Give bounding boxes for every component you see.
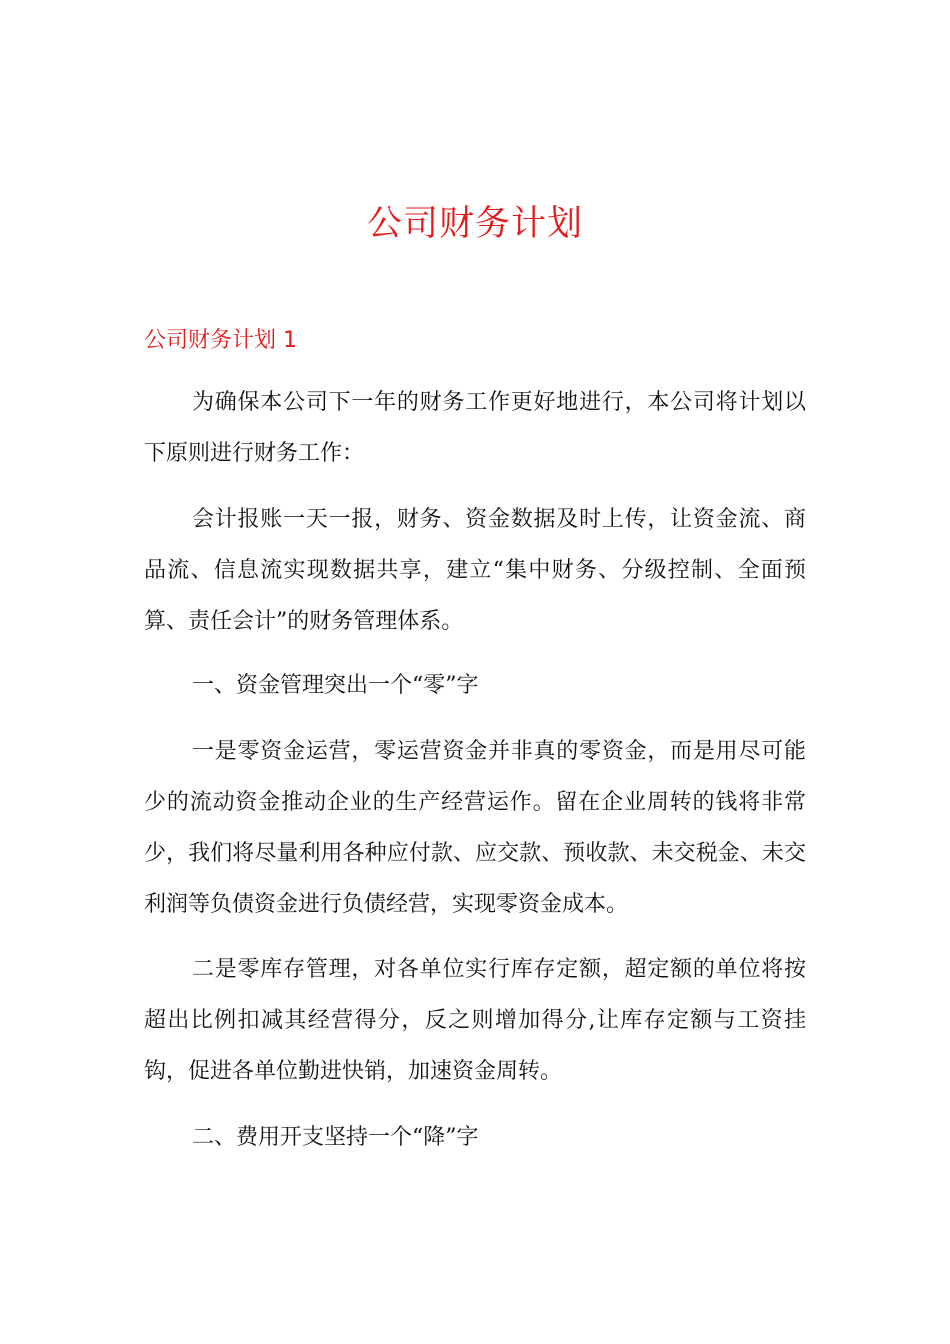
paragraph-zero-capital: 一是零资金运营，零运营资金并非真的零资金，而是用尽可能少的流动资金推动企业的生产经营运作。留在企业周转的钱将非常少，我们将尽量利用各种应付款、应交款、预收款、未交税金、未交利润等负债资金进行负债经营，实现零资金成本。 — [144, 739, 806, 917]
paragraph-zero-inventory: 二是零库存管理，对各单位实行库存定额，超定额的单位将按超出比例扣减其经营得分，反之则增加得分,让库存定额与工资挂钩，促进各单位勤进快销，加速资金周转。 — [144, 957, 806, 1084]
subheading-expense-reduction: 二、费用开支坚持一个“降”字 — [192, 1125, 479, 1150]
paragraph-accounting: 会计报账一天一报，财务、资金数据及时上传，让资金流、商品流、信息流实现数据共享，建立“集中财务、分级控制、全面预算、责任会计”的财务管理体系。 — [144, 507, 806, 634]
paragraph-intro: 为确保本公司下一年的财务工作更好地进行，本公司将计划以下原则进行财务工作： — [144, 390, 806, 466]
section-heading: 公司财务计划 1 — [144, 328, 297, 353]
subheading-capital-management: 一、资金管理突出一个“零”字 — [192, 673, 479, 698]
document-title: 公司财务计划 — [366, 204, 583, 244]
